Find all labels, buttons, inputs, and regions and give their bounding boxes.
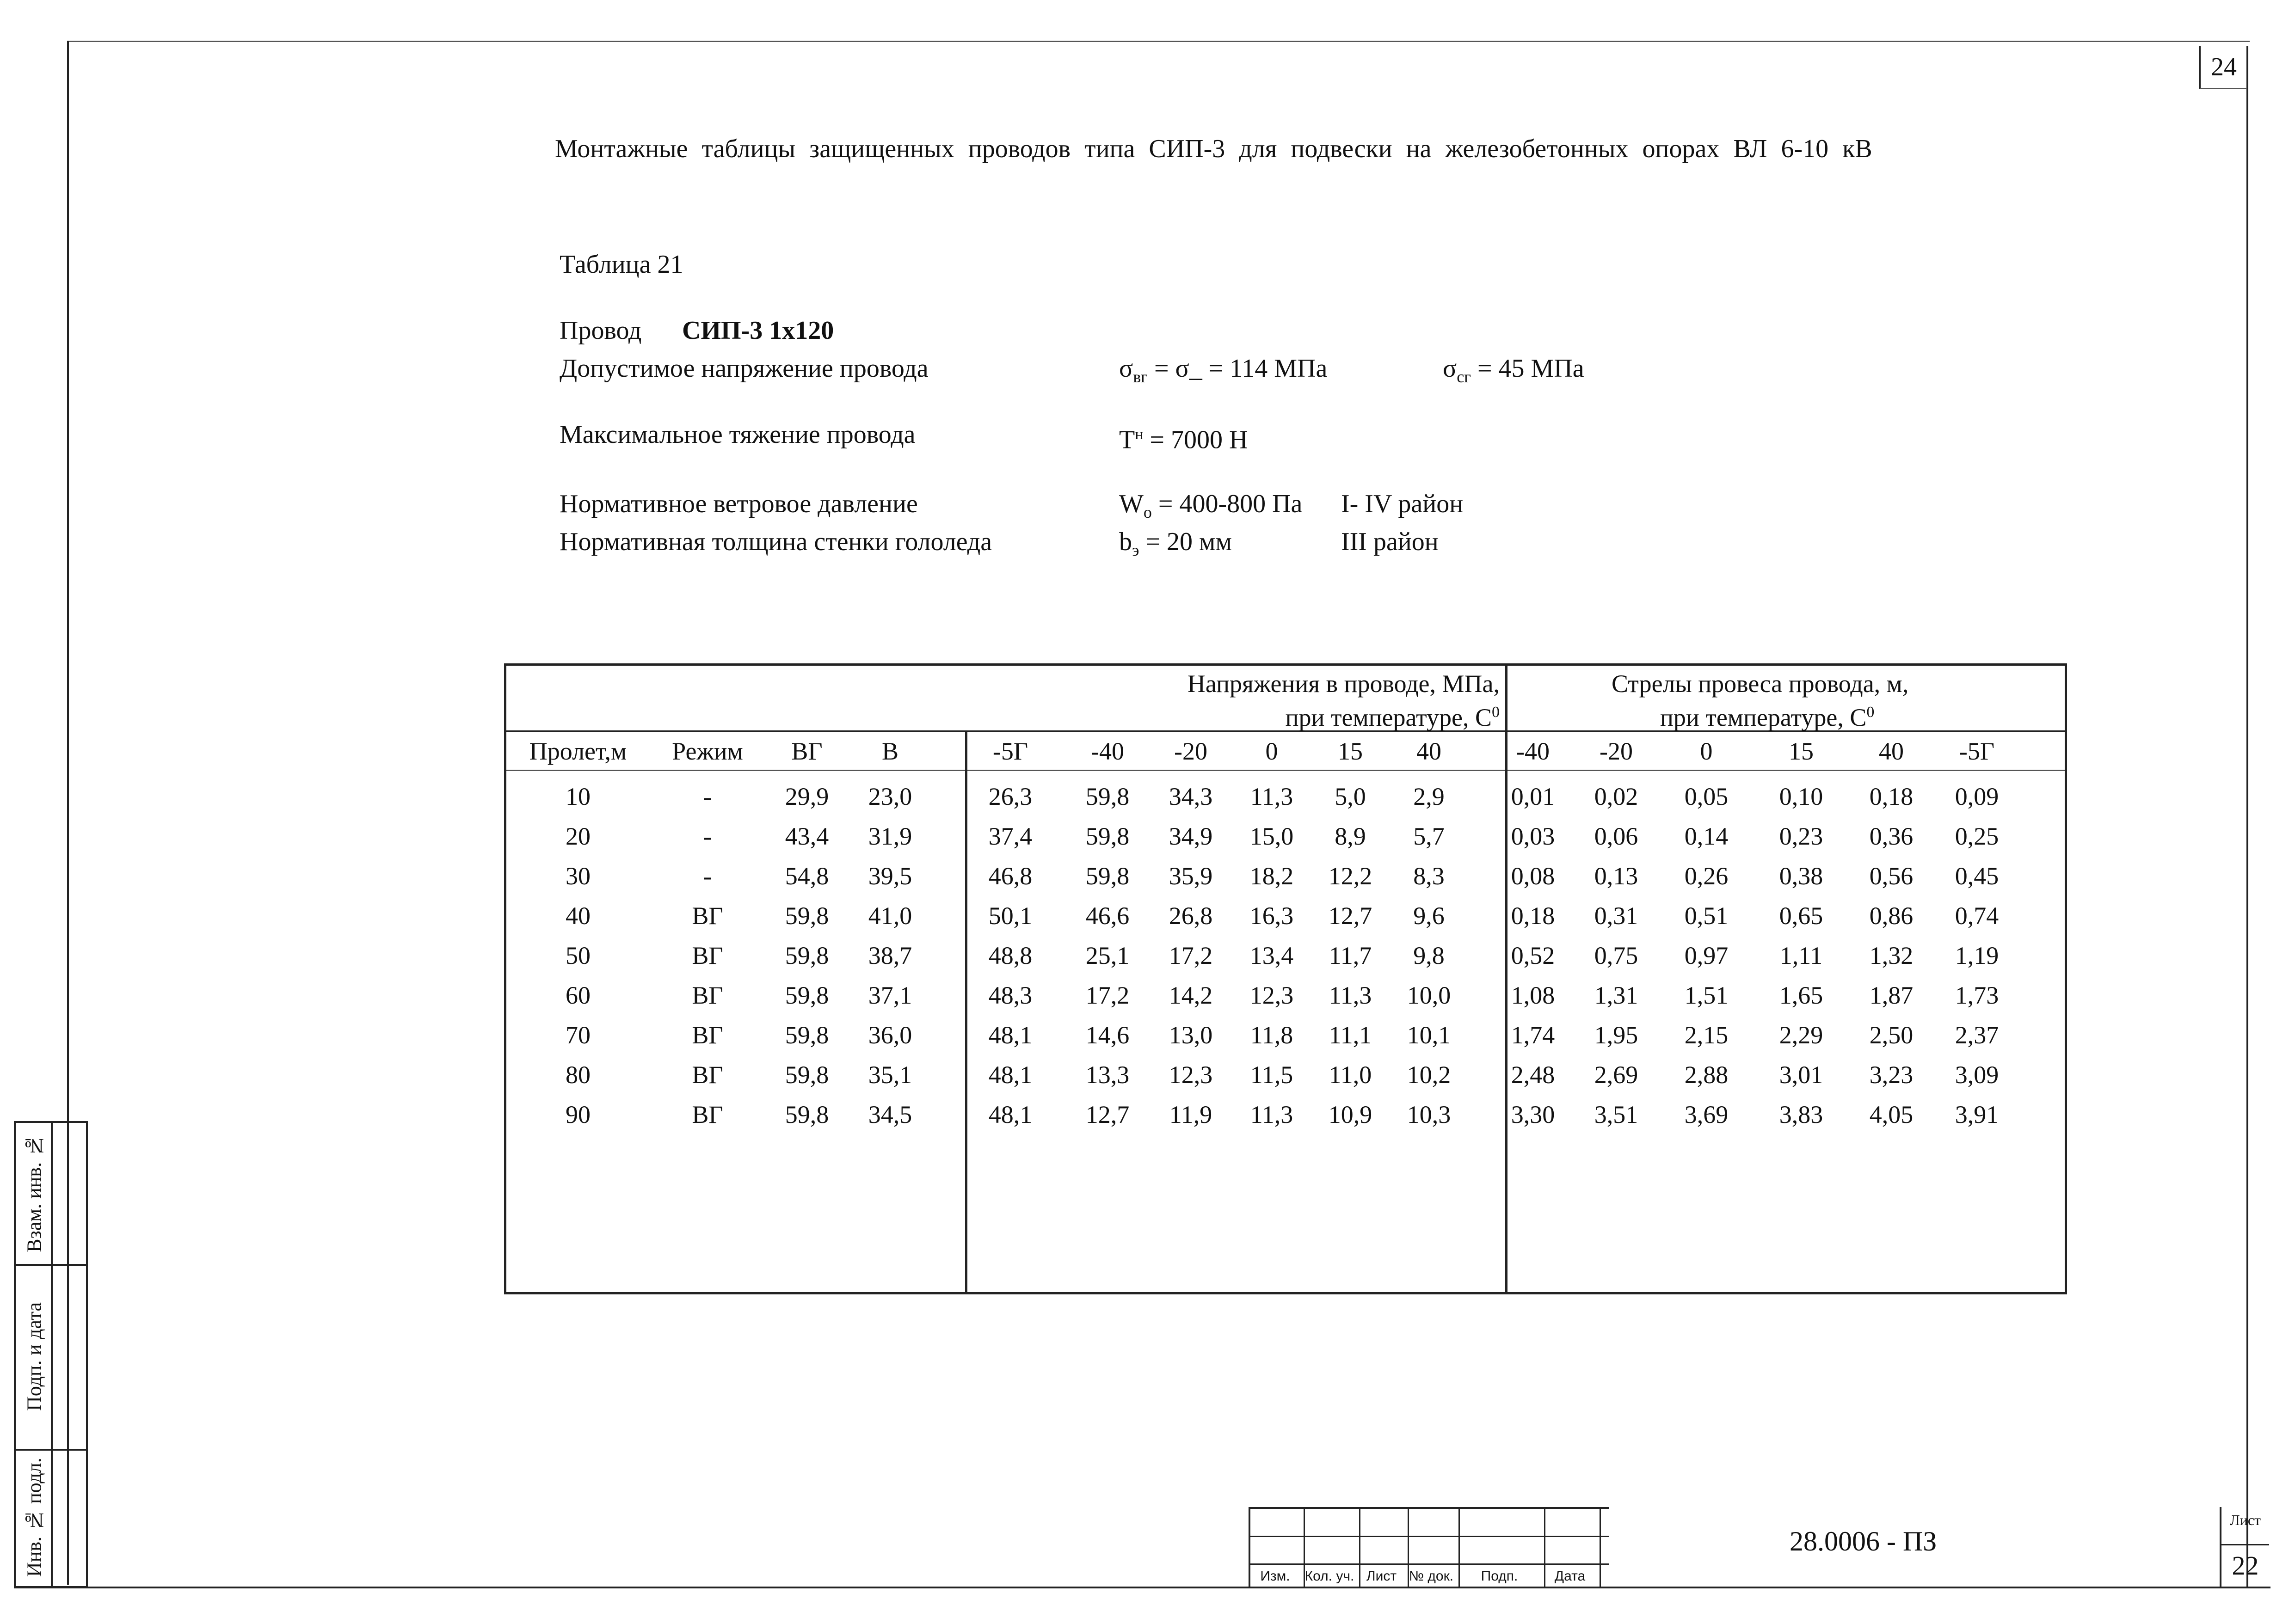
table-cell: ВГ bbox=[692, 902, 723, 930]
column-header: 40 bbox=[1879, 737, 1904, 765]
table-cell: 15,0 bbox=[1249, 822, 1294, 850]
table-cell: 10,3 bbox=[1407, 1101, 1451, 1128]
table-cell: 43,4 bbox=[785, 822, 829, 850]
table-cell: 60 bbox=[566, 981, 591, 1009]
table-cell: 12,7 bbox=[1085, 1101, 1130, 1128]
table-cell: 0,02 bbox=[1594, 783, 1638, 810]
table-cell: 50 bbox=[566, 942, 591, 969]
data-table bbox=[504, 663, 2067, 1294]
table-cell: 12,2 bbox=[1328, 862, 1372, 890]
table-cell: 25,1 bbox=[1085, 942, 1130, 969]
column-header: 15 bbox=[1338, 737, 1363, 765]
table-cell: 0,05 bbox=[1684, 783, 1729, 810]
column-header: -20 bbox=[1600, 737, 1633, 765]
table-cell: 10,0 bbox=[1407, 981, 1451, 1009]
param-wind-value: $W_o = 400-800$ Па bbox=[1119, 490, 1303, 522]
table-cell: 40 bbox=[566, 902, 591, 930]
table-cell: ВГ bbox=[692, 1061, 723, 1089]
table-cell: 1,65 bbox=[1779, 981, 1823, 1009]
table-cell: 18,2 bbox=[1249, 862, 1294, 890]
page-title: Монтажные таблицы защищенных проводов типа СИП-3 для подвески на железобетонных опорах ВЛ 6-10 кВ bbox=[555, 135, 1872, 163]
table-cell: 2,9 bbox=[1413, 783, 1445, 810]
title-block-label-date: Дата bbox=[1554, 1569, 1586, 1584]
table-cell: 0,31 bbox=[1594, 902, 1638, 930]
table-cell: 1,73 bbox=[1955, 981, 1999, 1009]
table-cell: 0,52 bbox=[1511, 942, 1555, 969]
page-number-top: 24 bbox=[2199, 46, 2247, 89]
sheet-label: Лист bbox=[2229, 1512, 2261, 1528]
table-cell: 0,65 bbox=[1779, 902, 1823, 930]
group-header-stress bbox=[1098, 669, 1505, 732]
table-cell: 1,11 bbox=[1779, 942, 1823, 969]
column-header: ВГ bbox=[791, 737, 823, 765]
table-cell: 39,5 bbox=[868, 862, 912, 890]
table-cell: 59,8 bbox=[785, 942, 829, 969]
table-cell: 1,19 bbox=[1955, 942, 1999, 969]
table-cell: 1,31 bbox=[1594, 981, 1638, 1009]
table-cell: 3,83 bbox=[1779, 1101, 1823, 1128]
table-cell: - bbox=[703, 862, 712, 890]
table-cell: 59,8 bbox=[785, 902, 829, 930]
group-header-sag-line1: Стрелы провеса провода, м, bbox=[1612, 670, 1909, 698]
column-header: 0 bbox=[1265, 737, 1278, 765]
table-cell: 20 bbox=[566, 822, 591, 850]
table-cell: 48,1 bbox=[988, 1061, 1033, 1089]
table-cell: 41,0 bbox=[868, 902, 912, 930]
column-header: -40 bbox=[1516, 737, 1550, 765]
table-cell: 0,56 bbox=[1869, 862, 1914, 890]
table-cell: 0,06 bbox=[1594, 822, 1638, 850]
table-cell: 0,13 bbox=[1594, 862, 1638, 890]
sidebar-stamp bbox=[14, 1121, 88, 1588]
table-cell: 59,8 bbox=[785, 1021, 829, 1049]
table-cell: 50,1 bbox=[988, 902, 1033, 930]
param-tension-label: Максимальное тяжение провода bbox=[560, 420, 916, 449]
title-block-label-doc: № док. bbox=[1409, 1569, 1454, 1584]
table-cell: 34,5 bbox=[868, 1101, 912, 1128]
group-header-stress-line2: при температуре, $С^0$ bbox=[1285, 704, 1500, 731]
table-cell: 37,1 bbox=[868, 981, 912, 1009]
table-cell: 14,6 bbox=[1085, 1021, 1130, 1049]
table-cell: 1,32 bbox=[1869, 942, 1914, 969]
table-cell: 10 bbox=[566, 783, 591, 810]
title-block-label-kol: Кол. уч. bbox=[1304, 1569, 1354, 1584]
table-cell: 13,0 bbox=[1169, 1021, 1213, 1049]
table-cell: 35,1 bbox=[868, 1061, 912, 1089]
table-cell: 0,03 bbox=[1511, 822, 1555, 850]
table-cell: ВГ bbox=[692, 981, 723, 1009]
table-cell: 0,01 bbox=[1511, 783, 1555, 810]
table-cell: 36,0 bbox=[868, 1021, 912, 1049]
table-cell: 37,4 bbox=[988, 822, 1033, 850]
table-cell: 80 bbox=[566, 1061, 591, 1089]
table-cell: 0,18 bbox=[1869, 783, 1914, 810]
table-cell: 11,9 bbox=[1169, 1101, 1212, 1128]
table-cell: 59,8 bbox=[785, 981, 829, 1009]
table-cell: 1,51 bbox=[1684, 981, 1729, 1009]
table-cell: 3,91 bbox=[1955, 1101, 1999, 1128]
table-cell: 13,4 bbox=[1249, 942, 1294, 969]
column-header: -20 bbox=[1174, 737, 1207, 765]
table-cell: 70 bbox=[566, 1021, 591, 1049]
table-cell: 12,3 bbox=[1169, 1061, 1213, 1089]
table-cell: 9,6 bbox=[1413, 902, 1445, 930]
table-cell: 38,7 bbox=[868, 942, 912, 969]
table-cell: 12,3 bbox=[1249, 981, 1294, 1009]
table-cell: 1,87 bbox=[1869, 981, 1914, 1009]
table-cell: 14,2 bbox=[1169, 981, 1213, 1009]
param-ice-region: III район bbox=[1341, 527, 1439, 556]
table-cell: 17,2 bbox=[1085, 981, 1130, 1009]
table-cell: 8,9 bbox=[1335, 822, 1366, 850]
table-cell: 23,0 bbox=[868, 783, 912, 810]
title-block-label-izm: Изм. bbox=[1260, 1569, 1290, 1584]
table-cell: 11,3 bbox=[1329, 981, 1372, 1009]
table-cell: 11,5 bbox=[1250, 1061, 1293, 1089]
sidebar-inv-orig: Инв. № подл. bbox=[23, 1458, 46, 1577]
table-cell: 11,3 bbox=[1250, 1101, 1293, 1128]
sidebar-replace-inv: Взам. инв. № bbox=[23, 1134, 46, 1252]
table-cell: 1,74 bbox=[1511, 1021, 1555, 1049]
table-cell: 2,37 bbox=[1955, 1021, 1999, 1049]
column-header: 15 bbox=[1789, 737, 1814, 765]
table-cell: 0,26 bbox=[1684, 862, 1729, 890]
table-cell: 35,9 bbox=[1169, 862, 1213, 890]
table-cell: 3,23 bbox=[1869, 1061, 1914, 1089]
param-stress-label: Допустимое напряжение провода bbox=[560, 354, 929, 383]
table-cell: 59,8 bbox=[785, 1061, 829, 1089]
title-block-grid-line bbox=[1600, 1509, 1601, 1588]
column-header: 40 bbox=[1416, 737, 1441, 765]
column-header: 0 bbox=[1700, 737, 1713, 765]
table-cell: 59,8 bbox=[1085, 783, 1130, 810]
group-header-stress-line1: Напряжения в проводе, МПа, bbox=[1187, 670, 1500, 698]
table-cell: 13,3 bbox=[1085, 1061, 1130, 1089]
table-cell: 16,3 bbox=[1249, 902, 1294, 930]
param-wind-label: Нормативное ветровое давление bbox=[560, 490, 918, 518]
table-cell: 1,08 bbox=[1511, 981, 1555, 1009]
column-header: В bbox=[881, 737, 899, 765]
table-cell: 0,86 bbox=[1869, 902, 1914, 930]
table-cell: 12,7 bbox=[1328, 902, 1372, 930]
param-stress-value: $\sigma_{вг}$ = σ_ = 114 МПа bbox=[1119, 354, 1328, 386]
sheet-box bbox=[2220, 1507, 2269, 1588]
table-cell: 11,8 bbox=[1250, 1021, 1293, 1049]
table-cell: 5,7 bbox=[1413, 822, 1445, 850]
table-cell: 48,3 bbox=[988, 981, 1033, 1009]
title-block bbox=[1249, 1507, 2269, 1588]
table-cell: 34,9 bbox=[1169, 822, 1213, 850]
column-header: -5Г bbox=[1959, 737, 1995, 765]
table-cell: 59,8 bbox=[1085, 822, 1130, 850]
table-cell: 0,75 bbox=[1594, 942, 1638, 969]
table-cell: 46,8 bbox=[988, 862, 1033, 890]
table-cell: 2,88 bbox=[1684, 1061, 1729, 1089]
table-cell: 0,74 bbox=[1955, 902, 1999, 930]
table-cell: 9,8 bbox=[1413, 942, 1445, 969]
table-cell: 10,9 bbox=[1328, 1101, 1372, 1128]
column-header: Пролет,м bbox=[529, 737, 627, 765]
table-cell: 11,3 bbox=[1250, 783, 1293, 810]
document-code: 28.0006 - ПЗ bbox=[1790, 1526, 1937, 1557]
table-cell: 48,1 bbox=[988, 1101, 1033, 1128]
table-cell: 0,14 bbox=[1684, 822, 1729, 850]
param-ice-label: Нормативная толщина стенки гололеда bbox=[560, 527, 992, 556]
table-cell: 54,8 bbox=[785, 862, 829, 890]
table-column-header-divider bbox=[506, 770, 2065, 771]
table-cell: 46,6 bbox=[1085, 902, 1130, 930]
table-cell: 8,3 bbox=[1413, 862, 1445, 890]
table-cell: 1,95 bbox=[1594, 1021, 1638, 1049]
table-cell: 0,08 bbox=[1511, 862, 1555, 890]
table-cell: 0,23 bbox=[1779, 822, 1823, 850]
table-cell: 31,9 bbox=[868, 822, 912, 850]
table-cell: - bbox=[703, 783, 712, 810]
table-cell: 48,1 bbox=[988, 1021, 1033, 1049]
table-cell: 10,1 bbox=[1407, 1021, 1451, 1049]
table-cell: 2,48 bbox=[1511, 1061, 1555, 1089]
table-cell: 5,0 bbox=[1335, 783, 1366, 810]
table-cell: 2,69 bbox=[1594, 1061, 1638, 1089]
table-cell: 0,36 bbox=[1869, 822, 1914, 850]
table-cell: 11,0 bbox=[1329, 1061, 1372, 1089]
table-cell: 0,09 bbox=[1955, 783, 1999, 810]
title-block-label-list: Лист bbox=[1366, 1569, 1397, 1584]
table-cell: 0,97 bbox=[1684, 942, 1729, 969]
table-cell: 48,8 bbox=[988, 942, 1033, 969]
table-cell: ВГ bbox=[692, 942, 723, 969]
sidebar-sign-date: Подп. и дата bbox=[23, 1302, 46, 1411]
table-cell: ВГ bbox=[692, 1101, 723, 1128]
table-cell: 0,45 bbox=[1955, 862, 1999, 890]
table-cell: 2,15 bbox=[1684, 1021, 1729, 1049]
table-cell: 26,8 bbox=[1169, 902, 1213, 930]
table-cell: 59,8 bbox=[1085, 862, 1130, 890]
table-cell: 3,01 bbox=[1779, 1061, 1823, 1089]
table-label: Таблица 21 bbox=[560, 250, 683, 279]
table-cell: ВГ bbox=[692, 1021, 723, 1049]
table-cell: 17,2 bbox=[1169, 942, 1213, 969]
param-ice-value: $b_э = 20$ мм bbox=[1119, 527, 1232, 560]
table-cell: 4,05 bbox=[1869, 1101, 1914, 1128]
table-cell: 0,18 bbox=[1511, 902, 1555, 930]
table-cell: 29,9 bbox=[785, 783, 829, 810]
frame-right-line bbox=[2246, 46, 2248, 1588]
table-cell: 34,3 bbox=[1169, 783, 1213, 810]
table-cell: 3,69 bbox=[1684, 1101, 1729, 1128]
table-cell: 2,29 bbox=[1779, 1021, 1823, 1049]
param-wind-region: I- IV район bbox=[1341, 490, 1464, 518]
table-cell: 11,1 bbox=[1329, 1021, 1372, 1049]
table-cell: 2,50 bbox=[1869, 1021, 1914, 1049]
table-cell: 3,51 bbox=[1594, 1101, 1638, 1128]
table-cell: 30 bbox=[566, 862, 591, 890]
table-cell: 10,2 bbox=[1407, 1061, 1451, 1089]
param-stress-value2: $\sigma_{сг} = 45$ МПа bbox=[1443, 354, 1584, 386]
table-cell: 90 bbox=[566, 1101, 591, 1128]
table-cell: 3,30 bbox=[1511, 1101, 1555, 1128]
column-header: -40 bbox=[1091, 737, 1124, 765]
table-cell: 26,3 bbox=[988, 783, 1033, 810]
table-cell: 0,51 bbox=[1684, 902, 1729, 930]
table-cell: 0,38 bbox=[1779, 862, 1823, 890]
table-cell: 3,09 bbox=[1955, 1061, 1999, 1089]
table-cell: 0,25 bbox=[1955, 822, 1999, 850]
table-cell: 11,7 bbox=[1329, 942, 1372, 969]
group-header-sag-line2: при температуре, $С^0$ bbox=[1660, 704, 1875, 731]
param-wire-value: СИП-3 1х120 bbox=[682, 316, 834, 345]
title-block-label-sign: Подп. bbox=[1481, 1569, 1518, 1584]
table-cell: - bbox=[703, 822, 712, 850]
sheet-number: 22 bbox=[2221, 1544, 2269, 1581]
group-header-sag bbox=[1507, 669, 2062, 732]
param-wire-label: Провод bbox=[560, 316, 642, 345]
column-header: -5Г bbox=[992, 737, 1028, 765]
table-cell: 59,8 bbox=[785, 1101, 829, 1128]
frame-top-line bbox=[67, 41, 2250, 42]
table-cell: 0,10 bbox=[1779, 783, 1823, 810]
column-header: Режим bbox=[672, 737, 743, 765]
param-tension-value: $T^н = 7000$ Н bbox=[1119, 425, 1248, 454]
